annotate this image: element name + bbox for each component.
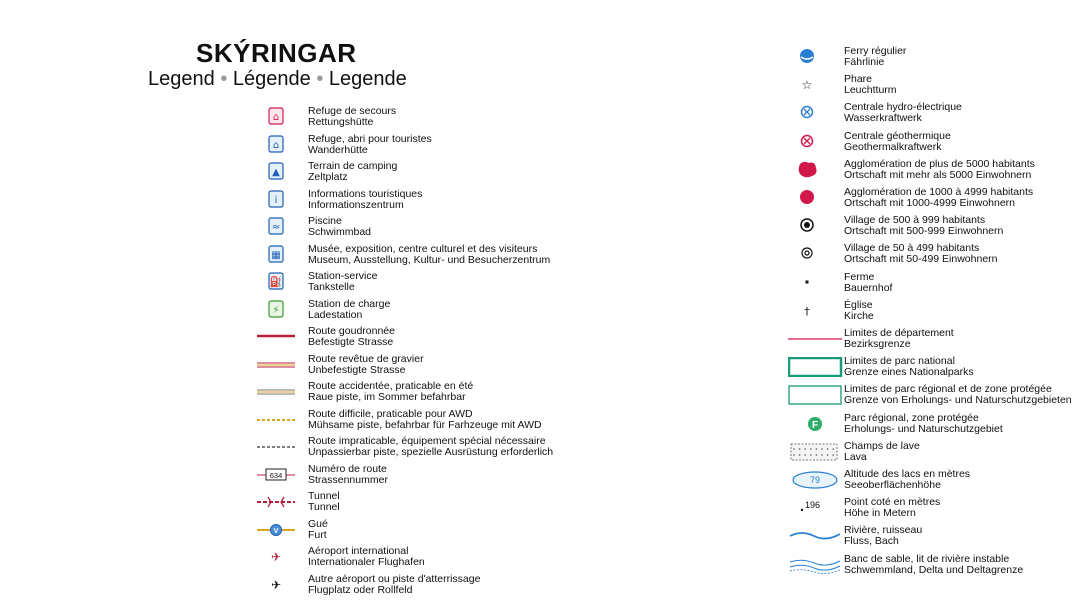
entry-french-name: Refuge, abri pour touristes [308,132,432,145]
subtitle-bullet: • [220,68,228,90]
park-label: F [811,419,819,431]
entry-french-name: Station-service [308,270,378,282]
entry-german-name: Informationszentrum [308,198,404,211]
spot-elevation-label: 196 [805,500,821,511]
entry-german-name: Erholungs- und Naturschutzgebiet [844,422,1003,435]
entry-german-name: Internationaler Flughafen [308,556,425,568]
entry-french-name: Aéroport international [308,545,409,557]
entry-french-name: Tunnel [308,490,340,502]
entry-french-name: Terrain de camping [308,160,398,172]
airfield-icon [257,575,297,595]
entry-french-name: Station de charge [308,297,391,310]
entry-german-name: Grenze eines Nationalparks [844,366,974,379]
entry-german-name: Flugplatz oder Rollfeld [308,583,413,596]
national-park-icon [788,357,844,377]
entry-german-name: Ladestation [308,308,363,321]
svg-text:⚡: ⚡ [272,304,280,316]
svg-text:▲: ▲ [272,167,280,178]
entry-french-name: Centrale hydro-électrique [844,101,962,114]
entry-german-name: Fährlinie [844,56,885,68]
entry-german-name: Rettungshütte [308,116,374,128]
lighthouse-icon [788,75,844,95]
entry-french-name: Champs de lave [844,439,920,452]
museum-icon [257,245,297,265]
legend-title: SKÝRINGAR [196,38,357,68]
road-number-icon [257,465,297,485]
entry-french-name: Limites de parc national [844,355,955,368]
entry-french-name: Piscine [308,215,342,227]
entry-german-name: Bezirksgrenze [844,338,911,350]
entry-french-name: Ferme [844,270,875,283]
entry-french-name: Gué [308,517,328,530]
reserve-boundary-icon [788,385,844,405]
svg-text:✈: ✈ [270,550,282,564]
village-500-icon [788,216,844,236]
entry-german-name: Mühsame piste, befahrbar für Farhzeuge mit AWD [308,418,542,431]
pool-icon [257,217,297,237]
svg-text:⌂: ⌂ [272,139,280,151]
entry-german-name: Geothermalkraftwerk [844,140,942,153]
legend-subtitle [148,68,407,91]
entry-french-name: Musée, exposition, centre culturel et des visiteurs [308,242,538,255]
entry-german-name: Tunnel [308,501,340,513]
entry-french-name: Refuge de secours [308,105,397,117]
entry-french-name: Banc de sable, lit de rivière instable [844,552,1010,565]
fuel-icon [257,272,297,292]
entry-french-name: Route accidentée, praticable en été [308,380,474,392]
svg-text:i: i [274,194,278,206]
town-5000-icon [788,160,844,180]
svg-text:⛽: ⛽ [269,277,283,288]
entry-german-name: Museum, Ausstellung, Kultur- und Besucherzentrum [308,253,551,266]
entry-french-name: Agglomération de plus de 5000 habitants [844,157,1035,170]
info-icon [257,190,297,210]
entry-german-name: Schwimmbad [308,226,372,238]
river-icon [788,526,844,546]
entry-french-name: Église [844,298,873,311]
svg-text:✈: ✈ [270,577,282,592]
tent-icon [257,162,297,182]
ford-icon [257,520,297,540]
thermal-icon [788,132,844,152]
entry-french-name: Limites de département [844,327,954,339]
ferry-icon [788,47,844,67]
entry-french-name: Route impraticable, équipement spécial nécessaire [308,435,546,447]
village-50-icon [788,244,844,264]
entry-german-name: Unbefestigte Strasse [308,363,406,376]
farm-icon [788,273,844,293]
svg-text:▦: ▦ [271,249,281,261]
subtitle-german: Legende [328,68,407,90]
entry-german-name: Befestigte Strasse [308,336,394,348]
difficult-trail-line [257,437,297,457]
entry-german-name: Seeoberflächenhöhe [844,479,941,491]
lake-icon [788,470,844,490]
tunnel-icon [257,492,297,512]
intl-airport-icon [257,547,297,567]
entry-german-name: Höhe in Metern [844,507,916,520]
emergency-shelter-icon [257,107,297,127]
entry-french-name: Altitude des lacs en mètres [844,468,971,480]
entry-french-name: Autre aéroport ou piste d'atterrissage [308,572,481,585]
entry-french-name: Agglomération de 1000 à 4999 habitants [844,186,1034,198]
charging-icon [257,300,297,320]
entry-german-name: Fluss, Bach [844,535,899,548]
subtitle-bullet: • [316,68,324,90]
park-icon [788,414,844,434]
entry-french-name: Village de 500 à 999 habitants [844,214,986,227]
entry-german-name: Ortschaft mit 50-499 Einwohnern [844,253,998,266]
rough-trail-line [257,382,297,402]
entry-french-name: Limites de parc régional et de zone protégée [844,383,1052,396]
entry-german-name: Ortschaft mit 1000-4999 Einwohnern [844,197,1016,209]
entry-french-name: Phare [844,73,873,86]
town-1000-icon [788,188,844,208]
entry-german-name: Wasserkraftwerk [844,112,922,125]
entry-german-name: Leuchtturm [844,84,897,97]
entry-german-name: Zeltplatz [308,171,348,183]
church-icon [788,301,844,321]
entry-german-name: Grenze von Erholungs- und Naturschutzgebieten [844,394,1072,407]
lake-elevation-label: 79 [809,475,821,485]
braided-river-icon [788,555,844,575]
entry-german-name: Tankstelle [308,281,355,293]
entry-german-name: Ortschaft mit 500-999 Einwohnern [844,225,1004,238]
entry-german-name: Wanderhütte [308,143,368,156]
gravel-road-line [257,355,297,375]
road-number-label: 634 [269,470,283,480]
spot-elevation-icon [788,498,844,518]
lava-icon [788,442,844,462]
entry-german-name: Kirche [844,309,874,322]
entry-french-name: Point coté en mètres [844,496,941,509]
paved-road-line [257,327,297,347]
hydro-icon [788,103,844,123]
ford-label: V [273,527,279,535]
entry-french-name: Village de 50 à 499 habitants [844,242,980,255]
entry-french-name: Route goudronnée [308,325,395,337]
entry-german-name: Unpassierbar piste, spezielle Ausrüstung erforderlich [308,446,554,458]
subtitle-french: Légende [232,68,311,90]
entry-french-name: Rivière, ruisseau [844,524,923,537]
entry-french-name: Ferry régulier [844,45,907,57]
svg-text:†: † [804,304,810,318]
entry-french-name: Route difficile, praticable pour AWD [308,407,473,420]
subtitle-icelandic: Legend [148,68,215,90]
county-boundary-line [788,329,844,349]
svg-text:☆: ☆ [801,78,813,93]
entry-german-name: Raue piste, im Sommer befahrbar [308,391,466,403]
entry-german-name: Furt [308,528,327,541]
hut-icon [257,135,297,155]
entry-french-name: Centrale géothermique [844,129,951,142]
arduous-trail-line [257,410,297,430]
entry-german-name: Strassennummer [308,473,388,486]
entry-german-name: Schwemmland, Delta und Deltagrenze [844,563,1024,576]
svg-text:⌂: ⌂ [272,112,280,123]
entry-french-name: Informations touristiques [308,187,423,200]
entry-french-name: Numéro de route [308,462,387,475]
entry-german-name: Ortschaft mit mehr als 5000 Einwohnern [844,168,1032,181]
entry-french-name: Route revêtue de gravier [308,352,424,365]
entry-german-name: Bauernhof [844,281,893,294]
entry-german-name: Lava [844,450,867,463]
svg-text:≈: ≈ [271,222,281,233]
entry-french-name: Parc régional, zone protégée [844,411,979,424]
